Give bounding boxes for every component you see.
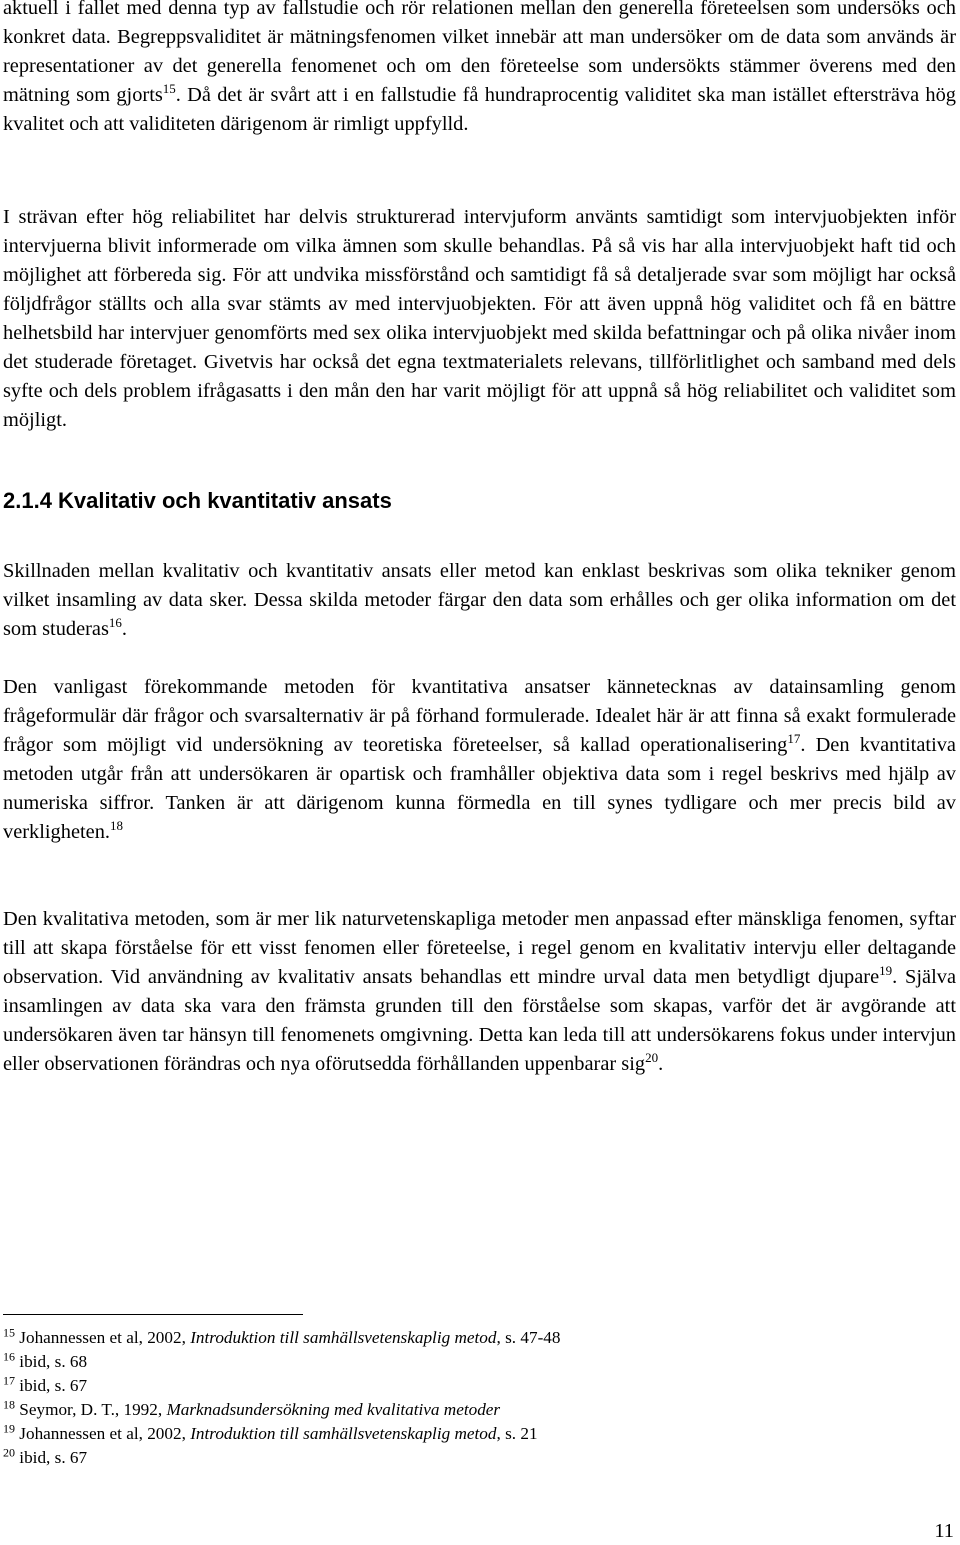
paragraph-text: Den vanligast förekommande metoden för kvantitativa ansatser kännetecknas av datainsamling genom frågeformulär där frågor och svarsalternativ är på förhand formulerade. Idealet här är att finna så exakt formulerade frågor som möjligt vid undersökning av teoretiska företeelser, så kallad operationalisering — [3, 676, 956, 756]
paragraph-text: Den kvalitativa metoden, som är mer lik naturvetenskapliga metoder men anpassad efter mänskliga fenomen, syftar till att skapa förståelse för ett visst fenomen eller företeelse, i regel genom en kvalitativ intervju eller deltagande observation. Vid användning av kvalitativ ansats behandlas ett mindre urval data men betydligt djupare — [3, 908, 956, 988]
footnote-ref: 20 — [645, 1050, 659, 1066]
footnote-ref: 18 — [110, 818, 124, 834]
paragraph-text: Skillnaden mellan kvalitativ och kvantitativ ansats eller metod kan enklast beskrivas som olika tekniker genom vilket insamling av data sker. Dessa skilda metoder färgar den data som erhålles och ger olika information om det som studeras — [3, 560, 956, 640]
paragraph-text: . — [121, 618, 128, 640]
footnote-title: Introduktion till samhällsvetenskaplig metod — [190, 1424, 497, 1443]
paragraph-validity — [3, 0, 956, 139]
footnote-number: 18 — [3, 1397, 15, 1412]
paragraph-text: . Den kvantitativa metoden utgår från att undersökaren är opartisk och framhåller objektiva data som i regel beskrivs med hjälp av numeriska siffror. Tanken är att därigenom kunna förmedla en till synes tydligare och mer precis bild av verkligheten. — [3, 734, 956, 843]
paragraph-text: . Själva insamlingen av data ska vara den främsta grunden till den förståelse som skapas, varför det är avgörande att undersökaren även tar hänsyn till fenomenets omgivning. Detta kan leda till att undersökarens fokus under intervjun eller observationen förändras och nya oförutsedda förhållanden uppenbarar sig — [3, 966, 956, 1075]
footnote-number: 20 — [3, 1445, 15, 1460]
footnote-ref: 16 — [108, 615, 122, 631]
footnote-ref: 19 — [879, 963, 893, 979]
footnote-text: Johannessen et al, 2002, — [19, 1328, 191, 1347]
footnote-text: , s. 21 — [496, 1424, 538, 1443]
paragraph-qualitative — [3, 905, 956, 1079]
footnote-divider — [3, 1314, 303, 1315]
footnote — [3, 1446, 903, 1470]
footnote — [3, 1350, 903, 1374]
footnote — [3, 1422, 903, 1446]
footnote — [3, 1398, 903, 1422]
footnote-text: Seymor, D. T., 1992, — [19, 1400, 167, 1419]
footnote — [3, 1326, 903, 1350]
footnotes — [3, 1326, 903, 1470]
footnote-number: 19 — [3, 1421, 15, 1436]
paragraph-reliability — [3, 203, 956, 435]
page-number: 11 — [934, 1520, 954, 1542]
footnote-text: , s. 47-48 — [496, 1328, 561, 1347]
footnote-number: 17 — [3, 1373, 15, 1388]
footnote-text: ibid, s. 68 — [19, 1352, 88, 1371]
paragraph-quantitative — [3, 673, 956, 847]
footnote-title: Introduktion till samhällsvetenskaplig metod — [190, 1328, 497, 1347]
footnote-number: 15 — [3, 1325, 15, 1340]
paragraph-text: . Då det är svårt att i en fallstudie få hundraprocentig validitet ska man istället eftersträva hög kvalitet och att validiteten därigenom är rimligt uppfylld. — [3, 84, 956, 135]
footnote-ref: 17 — [787, 731, 801, 747]
footnote-text: ibid, s. 67 — [19, 1376, 88, 1395]
footnote-text: Johannessen et al, 2002, — [19, 1424, 191, 1443]
footnote-ref: 15 — [162, 81, 176, 97]
footnote-text: ibid, s. 67 — [19, 1448, 88, 1467]
paragraph-text: . — [658, 1053, 664, 1075]
section-heading: 2.1.4 Kvalitativ och kvantitativ ansats — [3, 488, 392, 513]
footnote-title: Marknadsundersökning med kvalitativa metoder — [166, 1400, 501, 1419]
paragraph-text: I strävan efter hög reliabilitet har delvis strukturerad intervjuform använts samtidigt som intervjuobjekten inför intervjuerna blivit informerade om vilka ämnen som skulle behandlas. På så vis har alla intervjuobjekt haft tid och möjlighet att förbereda sig. För att undvika missförstånd och samtidigt få så detaljerade svar som möjligt har också följdfrågor ställts och alla svar stämts av med intervjuobjekten. För att även uppnå hög validitet och få en bättre helhetsbild har intervjuer genomförts med sex olika intervjuobjekt med skilda befattningar och på olika nivåer inom det studerade företaget. Givetvis har också det egna textmaterialets relevans, tillförlitlighet och samband med dels syfte och dels problem ifrågasatts i den mån den har varit möjligt för att uppnå så hög reliabilitet och validitet som möjligt. — [3, 206, 956, 431]
footnote — [3, 1374, 903, 1398]
paragraph-differences — [3, 557, 956, 644]
footnote-number: 16 — [3, 1349, 15, 1364]
paragraph-text: aktuell i fallet med denna typ av fallstudie och rör relationen mellan den generella företeelsen som undersöks och konkret data. Begreppsvaliditet är mätningsfenomen vilket innebär att man undersöker om de data som används är representationer av det generella fenomenet och om den företeelse som undersökts stämmer överens med den mätning som gjorts — [3, 0, 956, 106]
